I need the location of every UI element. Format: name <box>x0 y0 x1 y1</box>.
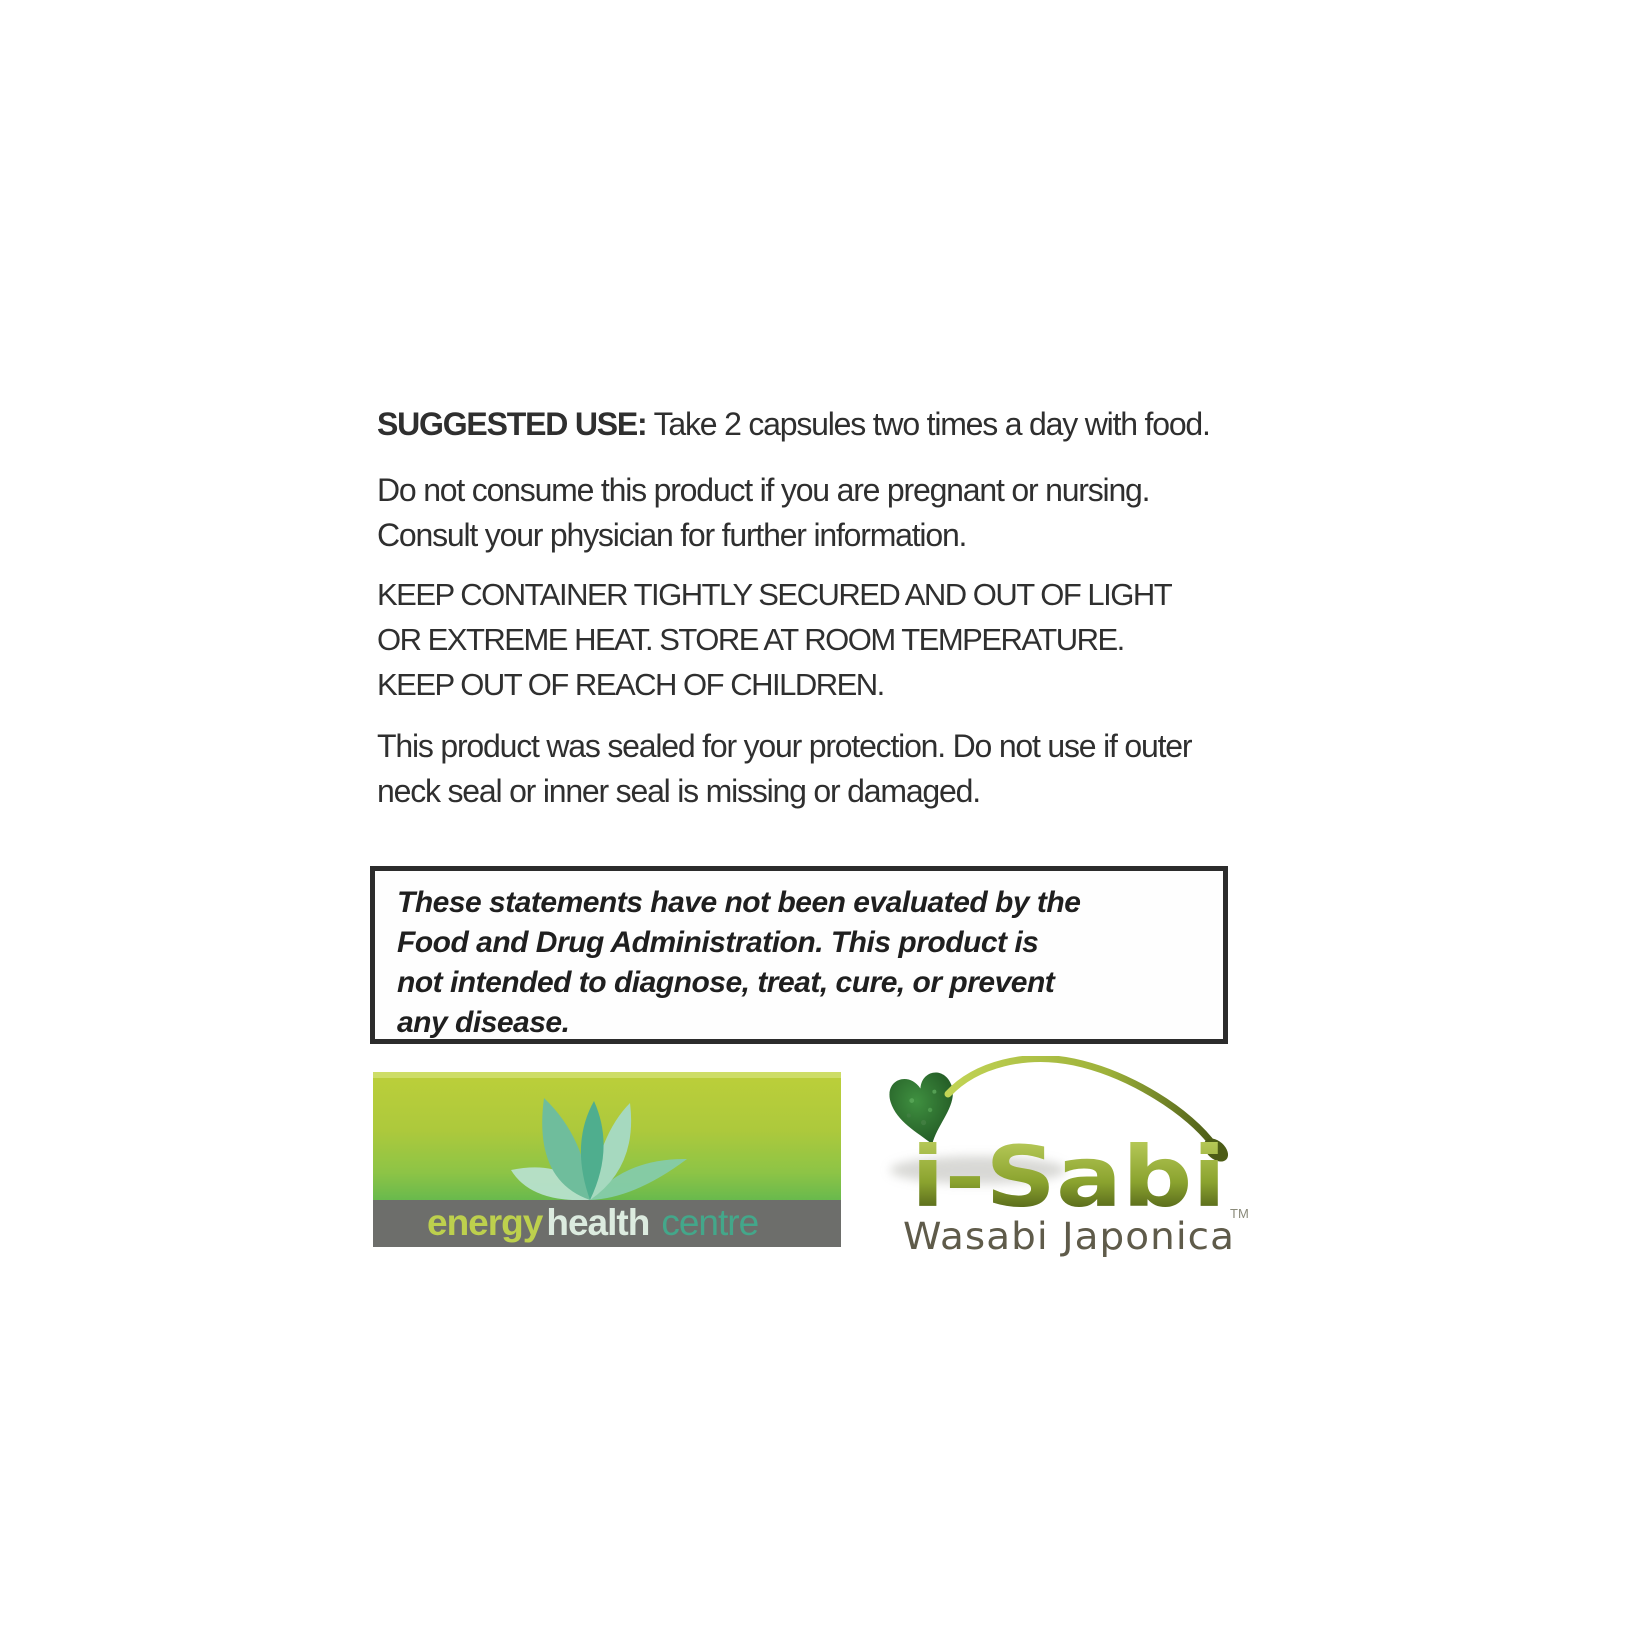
energy-logo-word-health: health <box>546 1202 650 1243</box>
isabi-subtitle-text: Wasabi Japonica <box>903 1215 1235 1258</box>
energy-health-centre-logo-graphic <box>373 1072 841 1247</box>
energy-health-centre-logo <box>373 1072 841 1252</box>
storage-warning-paragraph <box>377 572 1171 707</box>
storage-warning-line-2: OR EXTREME HEAT. STORE AT ROOM TEMPERATURE. <box>377 622 1124 657</box>
isabi-logo <box>878 1056 1258 1266</box>
suggested-use-paragraph <box>377 402 1210 447</box>
energy-logo-top-highlight <box>373 1072 841 1078</box>
fda-disclaimer-box <box>370 866 1228 1044</box>
storage-warning-line-3: KEEP OUT OF REACH OF CHILDREN. <box>377 667 884 702</box>
energy-logo-word-centre: centre <box>661 1202 759 1243</box>
fda-disclaimer-line-1: These statements have not been evaluated by the <box>397 886 1081 919</box>
suggested-use-text: Take 2 capsules two times a day with food. <box>646 406 1210 442</box>
storage-warning-line-1: KEEP CONTAINER TIGHTLY SECURED AND OUT OF LIGHT <box>377 577 1172 612</box>
suggested-use-heading: SUGGESTED USE: <box>377 406 647 442</box>
pregnancy-warning-line-1: Do not consume this product if you are pregnant or nursing. <box>377 472 1150 508</box>
pregnancy-warning-paragraph <box>377 468 1149 558</box>
seal-warning-line-1: This product was sealed for your protection. Do not use if outer <box>377 728 1192 764</box>
svg-text:energyhealthcentre <box>427 1202 758 1243</box>
fda-disclaimer-line-3: not intended to diagnose, treat, cure, or prevent <box>397 966 1055 999</box>
isabi-logo-graphic <box>878 1056 1258 1261</box>
seal-warning-line-2: neck seal or inner seal is missing or damaged. <box>377 773 980 809</box>
seal-warning-paragraph <box>377 724 1191 814</box>
pregnancy-warning-line-2: Consult your physician for further information. <box>377 517 967 553</box>
isabi-trademark-text: TM <box>1230 1206 1249 1221</box>
fda-disclaimer-line-4: any disease. <box>397 1006 570 1039</box>
isabi-title-text: i-Sabi <box>911 1128 1226 1226</box>
fda-disclaimer-line-2: Food and Drug Administration. This product is <box>397 926 1039 959</box>
energy-logo-word-energy: energy <box>427 1202 543 1243</box>
